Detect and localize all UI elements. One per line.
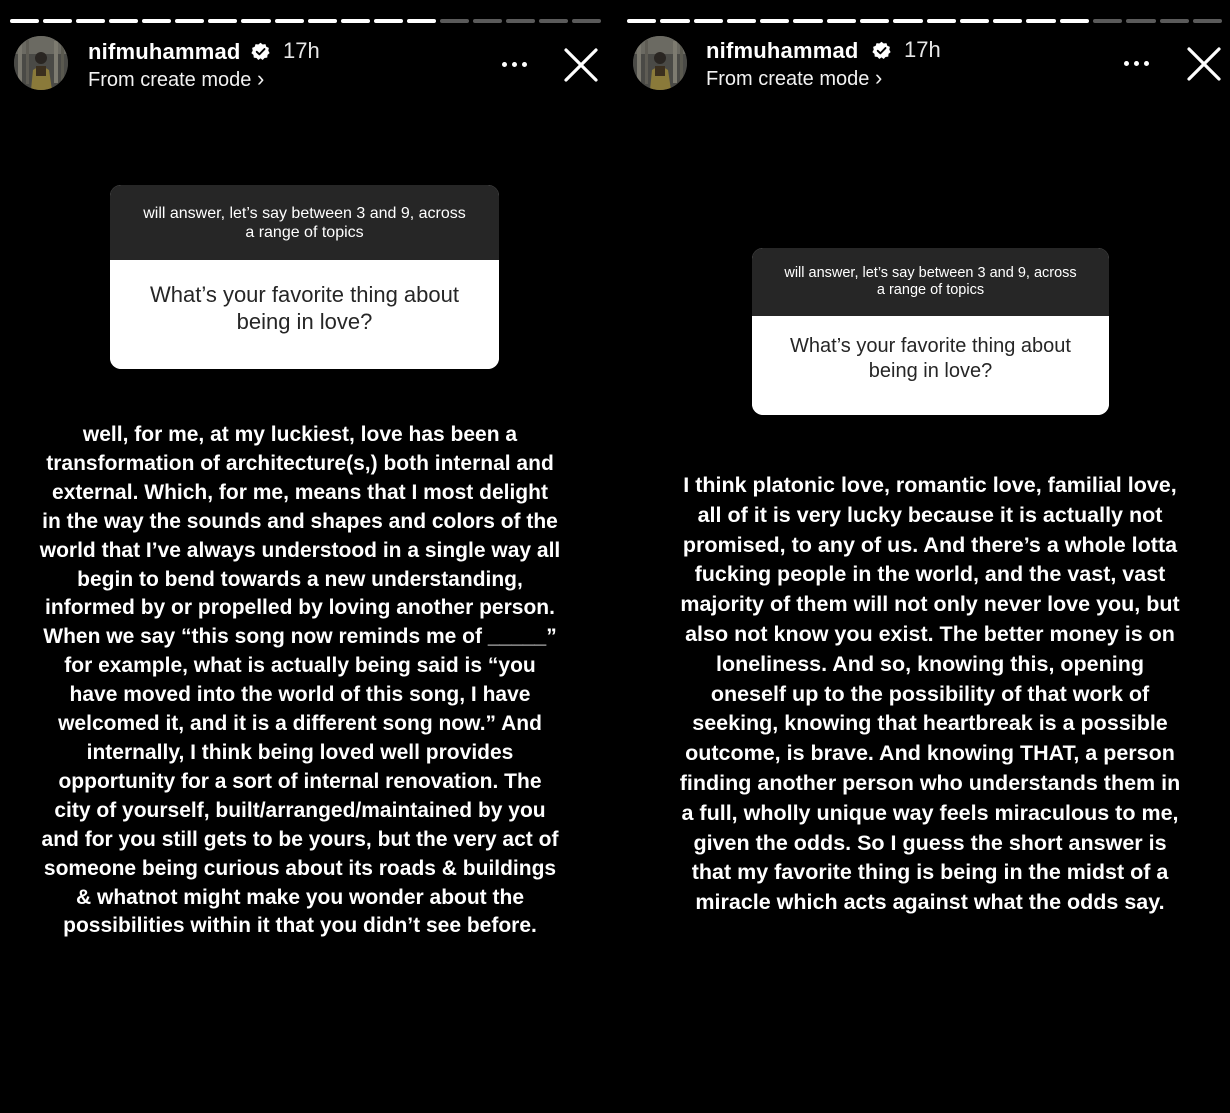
progress-segment xyxy=(727,19,756,23)
username[interactable]: nifmuhammad xyxy=(706,38,859,63)
progress-segment xyxy=(341,19,370,23)
post-time: 17h xyxy=(904,37,941,62)
progress-segment xyxy=(1060,19,1089,23)
chevron-right-icon: › xyxy=(874,65,883,90)
question-text-label: What’s your favorite thing about being in love? xyxy=(790,334,1071,382)
question-sticker-header: will answer, let’s say between 3 and 9, across a range of topics xyxy=(752,248,1109,316)
progress-segment xyxy=(175,19,204,23)
progress-segment xyxy=(506,19,535,23)
progress-segment xyxy=(374,19,403,23)
story-progress-bar xyxy=(627,19,1222,23)
more-options-icon[interactable] xyxy=(1124,61,1149,66)
progress-segment xyxy=(694,19,723,23)
post-time: 17h xyxy=(283,38,320,63)
progress-segment xyxy=(572,19,601,23)
question-sticker xyxy=(752,248,1109,415)
create-mode-link[interactable] xyxy=(88,66,264,92)
username[interactable]: nifmuhammad xyxy=(88,39,241,64)
progress-segment xyxy=(142,19,171,23)
close-icon[interactable] xyxy=(563,47,599,83)
story-panel-right[interactable] xyxy=(620,0,1230,1113)
verified-badge-icon xyxy=(872,41,891,60)
progress-segment xyxy=(440,19,469,23)
progress-segment xyxy=(860,19,889,23)
question-text-label: What’s your favorite thing about being in love? xyxy=(150,281,459,334)
progress-segment xyxy=(539,19,568,23)
question-text xyxy=(110,260,499,369)
progress-segment xyxy=(241,19,270,23)
progress-segment xyxy=(1093,19,1122,23)
progress-segment xyxy=(43,19,72,23)
progress-segment xyxy=(927,19,956,23)
profile-avatar[interactable] xyxy=(633,36,687,90)
create-mode-label: From create mode xyxy=(706,68,870,90)
progress-segment xyxy=(109,19,138,23)
answer-text: well, for me, at my luckiest, love has been a transformation of architecture(s,) both internal and external. Which, for me, means that I most delight in the way the sounds and shapes and colors of the world that I’ve always understood in a single way all begin to bend towards a new understanding, informed by or propelled by loving another person. When we say “this song now reminds me of _____” for example, what is actually being said is “you have moved into the world of this song, I have welcomed it, and it is a different song now.” And internally, I think being loved well provides opportunity for a sort of internal renovation. The city of yourself, built/arranged/maintained by you and for you still gets to be yours, but the very act of someone being curious about its roads & buildings & whatnot might make you wonder about the possibilities within it that you didn’t see before. xyxy=(39,423,561,938)
progress-segment xyxy=(473,19,502,23)
progress-segment xyxy=(1160,19,1189,23)
progress-segment xyxy=(1193,19,1222,23)
progress-segment xyxy=(893,19,922,23)
question-sticker xyxy=(110,185,499,369)
chevron-right-icon: › xyxy=(256,66,265,91)
create-mode-label: From create mode xyxy=(88,69,252,91)
story-header xyxy=(620,36,1230,92)
progress-segment xyxy=(76,19,105,23)
profile-avatar[interactable] xyxy=(14,36,68,90)
close-icon[interactable] xyxy=(1186,46,1222,82)
progress-segment xyxy=(1026,19,1055,23)
progress-segment xyxy=(993,19,1022,23)
progress-segment xyxy=(960,19,989,23)
question-sticker-header: will answer, let’s say between 3 and 9, across a range of topics xyxy=(110,185,499,260)
more-options-icon[interactable] xyxy=(502,62,527,67)
progress-segment xyxy=(308,19,337,23)
progress-segment xyxy=(275,19,304,23)
story-panel-left[interactable] xyxy=(0,0,608,1113)
progress-segment xyxy=(1126,19,1155,23)
progress-segment xyxy=(793,19,822,23)
progress-segment xyxy=(407,19,436,23)
progress-segment xyxy=(627,19,656,23)
progress-segment xyxy=(10,19,39,23)
progress-segment xyxy=(760,19,789,23)
story-progress-bar xyxy=(10,19,601,23)
story-header xyxy=(0,36,608,92)
story-divider xyxy=(608,0,620,1113)
verified-badge-icon xyxy=(251,42,270,61)
progress-segment xyxy=(827,19,856,23)
answer-text: I think platonic love, romantic love, familial love, all of it is very lucky because it is actually not promised, to any of us. And there’s a whole lotta fucking people in the world, and the vast, vast majority of them will not only never love you, but also not know you exist. The better money is on loneliness. And so, knowing this, opening oneself up to the possibility of that work of seeking, knowing that heartbreak is a possible outcome, is brave. And knowing THAT, a person finding another person who understands them in a full, wholly unique way feels miraculous to me, given the odds. So I guess the short answer is that my favorite thing is being in the midst of a miracle which acts against what the odds say. xyxy=(679,473,1181,915)
question-text xyxy=(752,316,1109,415)
progress-segment xyxy=(660,19,689,23)
create-mode-link[interactable] xyxy=(706,65,882,91)
progress-segment xyxy=(208,19,237,23)
